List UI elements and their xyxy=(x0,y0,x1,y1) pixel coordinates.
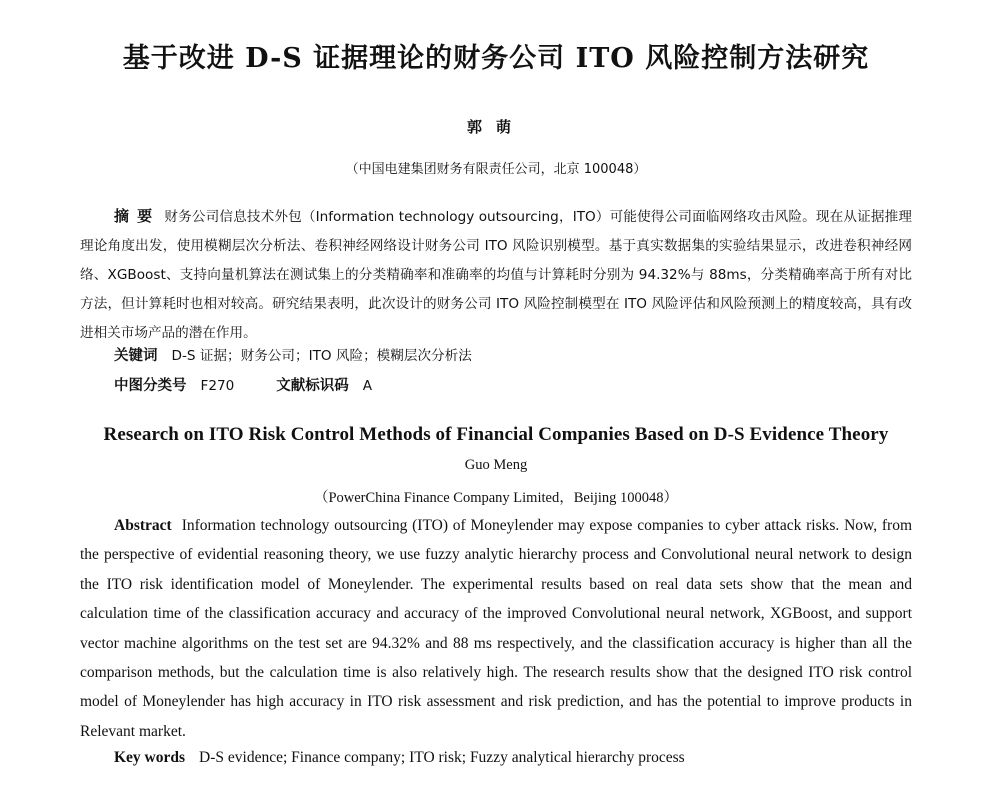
chinese-abstract-text: 财务公司信息技术外包（Information technology outsourcing，ITO）可能使得公司面临网络攻击风险。现在从证据推理理论角度出发，使用模糊层次分析法、卷积神经网络设计财务公司 ITO 风险识别模型。基于真实数据集的实验结果显示，改进卷积神经网络、XGBoost、支持向量机算法在测试集上的分类精确率和准确率的均值与计算耗时分别为 94.32%与 88ms，分类精确率高于所有对比方法，但计算耗时也相对较高。研究结果表明，此次设计的财务公司 ITO 风险控制模型在 ITO 风险评估和风险预测上的精度较高，具有改进相关市场产品的潜在作用。 xyxy=(80,209,912,341)
chinese-keywords-text: D-S 证据；财务公司；ITO 风险；模糊层次分析法 xyxy=(171,348,472,364)
english-author: Guo Meng xyxy=(464,457,528,473)
doc-code-value: A xyxy=(362,378,373,394)
classification-label: 中图分类号 xyxy=(114,378,187,394)
english-keywords-text: D-S evidence; Finance company; ITO risk; Fuzzy analytical hierarchy process xyxy=(199,749,685,766)
english-affiliation: （PowerChina Finance Company Limited，Beijing 100048） xyxy=(313,490,679,506)
chinese-author: 郭萌 xyxy=(466,118,525,136)
chinese-title: 基于改进 D-S 证据理论的财务公司 ITO 风险控制方法研究 xyxy=(122,43,870,74)
chinese-keywords xyxy=(114,346,472,366)
doc-code-label: 文献标识码 xyxy=(276,378,349,394)
english-keywords-label: Key words xyxy=(114,749,186,766)
english-keywords xyxy=(114,747,685,769)
classification-value: F270 xyxy=(200,378,235,394)
chinese-affiliation: （中国电建集团财务有限责任公司，北京 100048） xyxy=(345,162,647,177)
chinese-keywords-label: 关键词 xyxy=(114,348,158,364)
chinese-classification xyxy=(114,376,372,396)
chinese-abstract-label: 摘要 xyxy=(114,207,161,225)
english-abstract-label: Abstract xyxy=(114,517,172,534)
chinese-abstract xyxy=(80,202,912,348)
english-abstract xyxy=(80,511,912,746)
english-abstract-text: Information technology outsourcing (ITO) of Moneylender may expose companies to cyber attack risks. Now, from the perspective of evidential reasoning theory, we use fuzzy analytic hierarchy process and Convolutional neural network to design the ITO risk identification model of Moneylender. The experimental results based on real data sets show that the mean and calculation time of the classification accuracy and accuracy of the improved Convolutional neural network, XGBoost, and support vector machine algorithms on the test set are 94.32% and 88 ms respectively, and the classification accuracy is higher than all the comparison methods, but the calculation time is also relatively high. The research results show that the designed ITO risk control model of Moneylender has high accuracy in ITO risk assessment and risk prediction, and has the potential to improve products in Relevant market. xyxy=(80,517,912,740)
english-title: Research on ITO Risk Control Methods of Financial Companies Based on D-S Evidence Theory xyxy=(103,424,889,445)
